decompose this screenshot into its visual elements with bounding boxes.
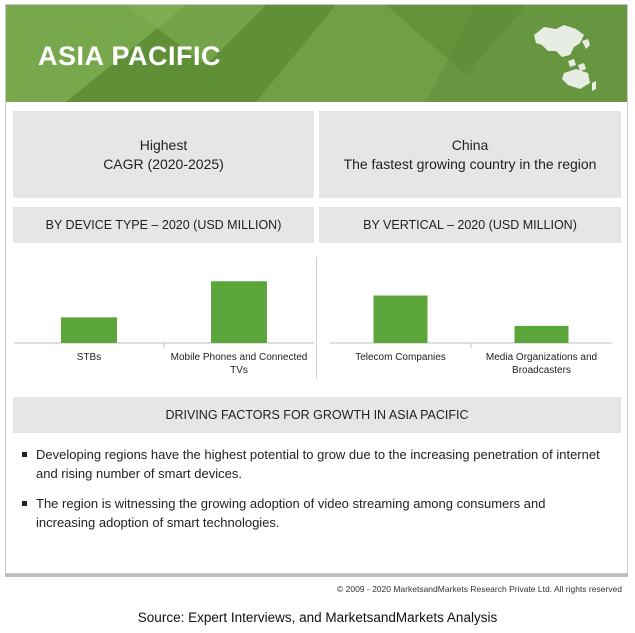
device-type-header: BY DEVICE TYPE – 2020 (USD MILLION) bbox=[13, 207, 314, 243]
source-text: Source: Expert Interviews, and MarketsandMarkets Analysis bbox=[137, 610, 498, 625]
stat-left-line2: CAGR (2020-2025) bbox=[103, 155, 224, 172]
driver-text: The region is witnessing the growing adoption of video streaming among consumers and increasing adoption of smart technologies. bbox=[36, 496, 546, 530]
driver-item bbox=[22, 445, 607, 483]
bar-stbs bbox=[61, 317, 117, 343]
category-label: Mobile Phones and Connected TVs bbox=[170, 352, 308, 376]
copyright-text: © 2009 - 2020 MarketsandMarkets Research Private Ltd. All rights reserved bbox=[336, 584, 622, 594]
driver-text: Developing regions have the highest potential to grow due to the increasing penetration of internet and rising number of smart devices. bbox=[36, 447, 600, 481]
category-label: Media Organizations and Broadcasters bbox=[485, 352, 598, 376]
stat-left-line1: Highest bbox=[139, 136, 188, 153]
bar-media-organizations-and-broadcasters bbox=[515, 326, 569, 343]
drivers-list bbox=[22, 445, 607, 543]
bar-telecom-companies bbox=[374, 296, 428, 344]
stat-right-line2: The fastest growing country in the region bbox=[343, 155, 597, 172]
vertical-header: BY VERTICAL – 2020 (USD MILLION) bbox=[319, 207, 621, 243]
bullet-icon bbox=[22, 452, 27, 457]
footer-rule bbox=[5, 574, 628, 577]
bullet-icon bbox=[22, 501, 27, 506]
driver-item bbox=[22, 494, 607, 532]
category-label: Telecom Companies bbox=[355, 352, 446, 363]
bar-mobile-phones-and-connected-tvs bbox=[211, 281, 267, 343]
region-title: ASIA PACIFIC bbox=[38, 41, 222, 71]
category-label: STBs bbox=[76, 352, 102, 363]
drivers-header: DRIVING FACTORS FOR GROWTH IN ASIA PACIFIC bbox=[13, 397, 621, 433]
stat-right-line1: China bbox=[451, 136, 489, 153]
